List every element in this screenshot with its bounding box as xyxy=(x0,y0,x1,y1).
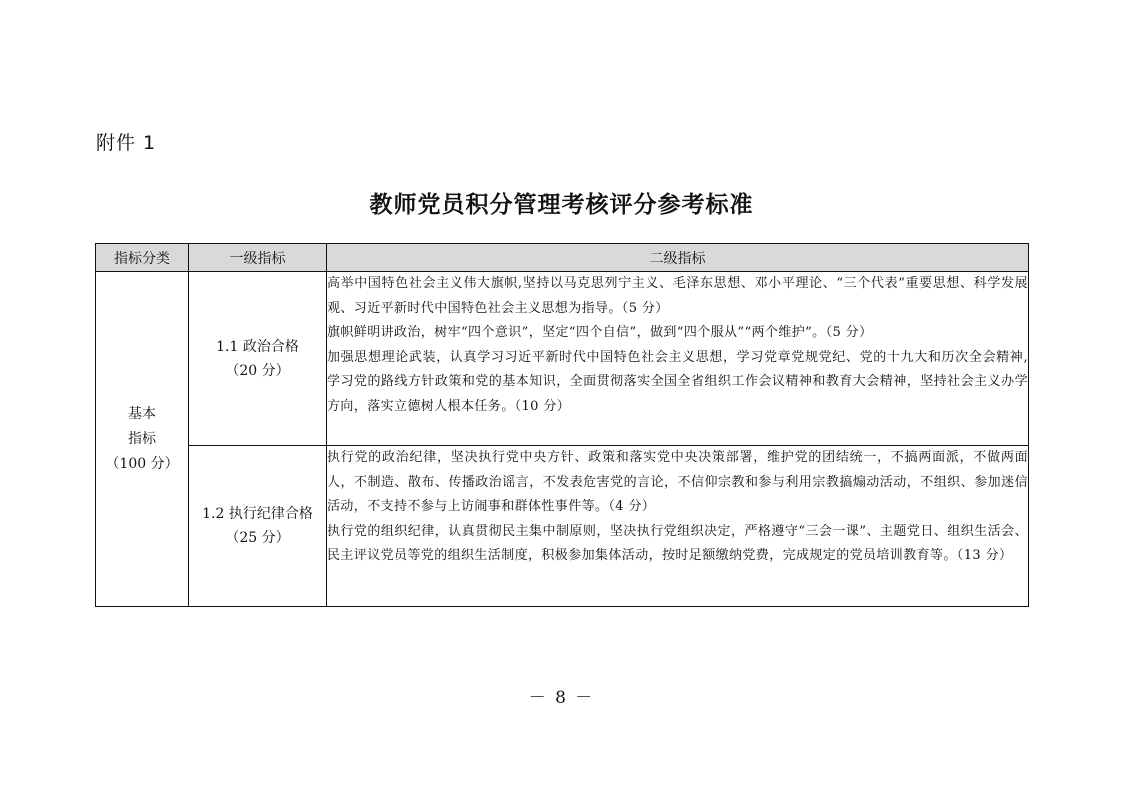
level2-item: 加强思想理论武装，认真学习习近平新时代中国特色社会主义思想，学习党章党规党纪、党的十九大和历次全会精神,学习党的路线方针政策和党的基本知识，全面贯彻落实全国全省组织工作会议精神和教育大会精神，坚持社会主义办学方向，落实立德树人根本任务。（10 分） xyxy=(327,349,1028,414)
category-label-line1: 基本 xyxy=(128,405,156,422)
level1-cell xyxy=(189,272,327,446)
level1-name: 1.1 政治合格 xyxy=(216,338,299,355)
attachment-label: 附件 1 xyxy=(96,132,157,154)
page-number: － 8 － xyxy=(528,688,595,708)
level1-cell xyxy=(189,446,327,607)
category-label-line2: 指标 xyxy=(128,430,156,447)
header-category: 指标分类 xyxy=(96,244,189,272)
level2-item: 执行党的政治纪律，坚决执行党中央方针、政策和落实党中央决策部署，维护党的团结统一，不搞两面派，不做两面人，不制造、散布、传播政治谣言，不发表危害党的言论，不信仰宗教和参与利用宗教搞煽动活动，不组织、参加迷信活动，不支持不参与上访闹事和群体性事件等。（4 分） xyxy=(327,450,1028,515)
header-level1: 一级指标 xyxy=(189,244,327,272)
category-cell xyxy=(96,272,189,607)
level2-item: 执行党的组织纪律，认真贯彻民主集中制原则，坚决执行党组织决定，严格遵守“三会一课”、主题党日、组织生活会、民主评议党员等党的组织生活制度，积极参加集体活动，按时足额缴纳党费，完成规定的党员培训教育等。（13 分） xyxy=(327,523,1028,564)
level2-item: 旗帜鲜明讲政治，树牢“四个意识”，坚定“四个自信”，做到“四个服从”“两个维护”。（5 分） xyxy=(327,325,873,341)
document-title: 教师党员积分管理考核评分参考标准 xyxy=(369,192,754,218)
level1-name: 1.2 执行纪律合格 xyxy=(202,506,313,522)
level2-cell xyxy=(327,272,1029,446)
level2-cell xyxy=(327,446,1029,607)
level2-item: 高举中国特色社会主义伟大旗帜,坚持以马克思列宁主义、毛泽东思想、邓小平理论、“三个代表”重要思想、科学发展观、习近平新时代中国特色社会主义思想为指导。（5 分） xyxy=(327,276,1028,316)
scoring-standard-table xyxy=(95,243,1029,607)
table-row xyxy=(96,272,1029,446)
level1-score: （25 分） xyxy=(225,530,290,546)
header-level2: 二级指标 xyxy=(327,244,1029,272)
table-row xyxy=(96,446,1029,607)
level1-score: （20 分） xyxy=(225,362,290,379)
category-score: （100 分） xyxy=(105,455,179,472)
table-header-row xyxy=(96,244,1029,272)
